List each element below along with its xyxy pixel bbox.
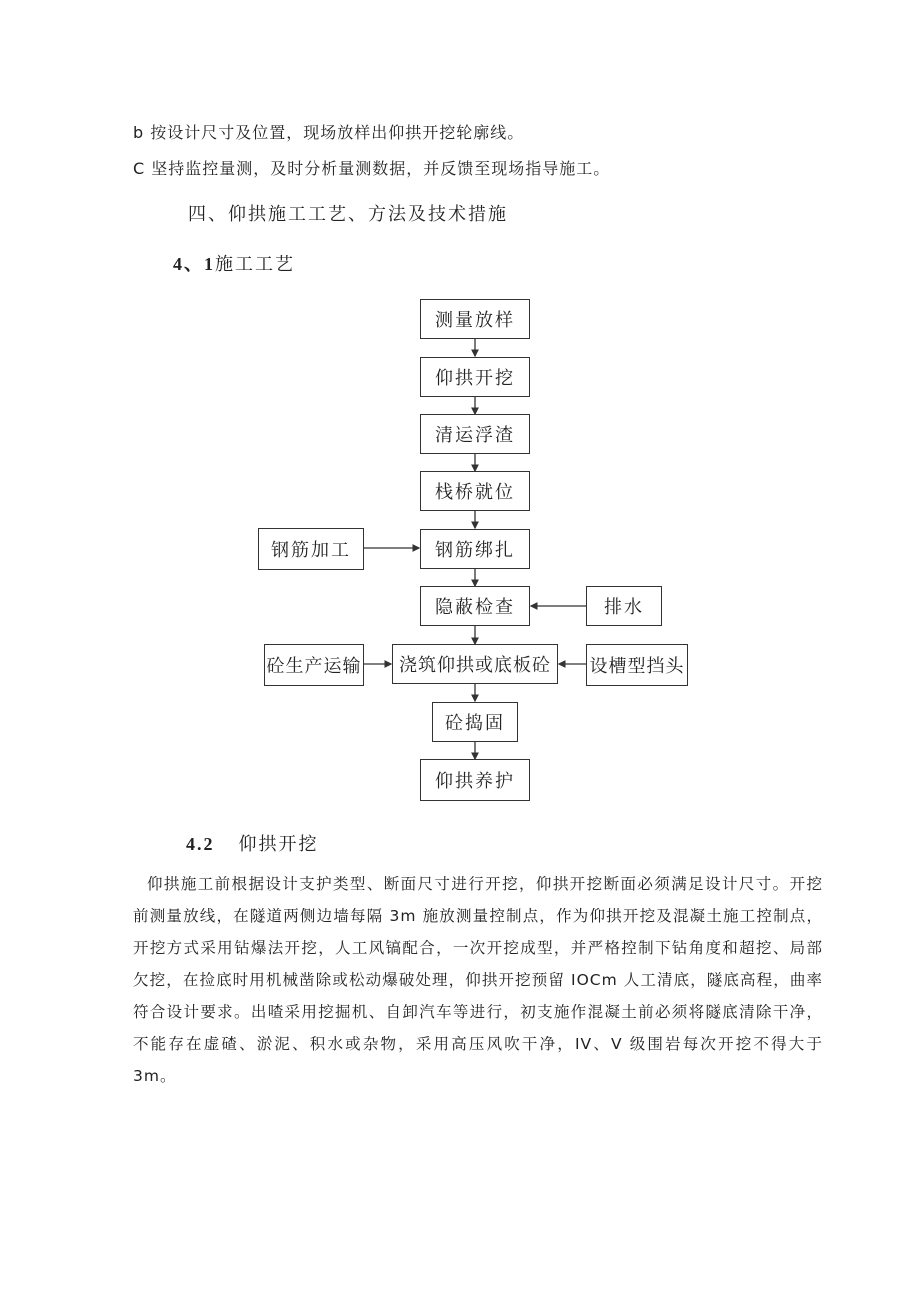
- flow-step-pour: 浇筑仰拱或底板砼: [392, 644, 558, 684]
- flow-step-survey: 测量放样: [420, 299, 530, 339]
- section-4-1-heading: [173, 250, 295, 276]
- flow-side-concrete-transport: 砼生产运输: [264, 644, 364, 686]
- intro-line-c: C 坚持监控量测，及时分析量测数据，并反馈至现场指导施工。: [133, 159, 611, 178]
- section-4-2-paragraph: 仰拱施工前根据设计支护类型、断面尺寸进行开挖，仰拱开挖断面必须满足设计尺寸。开挖前测量放线，在隧道两侧边墙每隔 3m 施放测量控制点，作为仰拱开挖及混凝土施工控制点，开挖方式采用钻爆法开挖，人工风镐配合，一次开挖成型，并严格控制下钻角度和超挖、局部欠挖，在捡底时用机械凿除或松动爆破处理，仰拱开挖预留 IOCm 人工清底，隧底高程，曲率符合设计要求。出喳采用挖掘机、自卸汽车等进行，初支施作混凝土前必须将隧底清除干净，不能存在虚碴、淤泥、积水或杂物，采用高压风吹干净，IV、V 级围岩每次开挖不得大于 3m。: [133, 875, 823, 1085]
- section-4-1-number: 4、1: [173, 254, 215, 274]
- flow-step-trestle: 栈桥就位: [420, 471, 530, 511]
- section-4-title: 四、仰拱施工工艺、方法及技术措施: [188, 204, 508, 225]
- flow-side-formwork-end: 设槽型挡头: [586, 644, 688, 686]
- flow-side-drainage: 排水: [586, 586, 662, 626]
- flow-step-vibrate: 砼捣固: [432, 702, 518, 742]
- intro-line-b: b 按设计尺寸及位置，现场放样出仰拱开挖轮廓线。: [133, 123, 525, 142]
- flow-step-cure: 仰拱养护: [420, 759, 530, 801]
- section-4-2-heading: [186, 830, 319, 856]
- flow-step-excavate: 仰拱开挖: [420, 357, 530, 397]
- flow-step-inspection: 隐蔽检查: [420, 586, 530, 626]
- flow-side-rebar-processing: 钢筋加工: [258, 528, 364, 570]
- section-4-2-title: 仰拱开挖: [238, 834, 319, 855]
- section-4-1-title: 施工工艺: [215, 254, 295, 275]
- section-4-2-number: 4.2: [186, 834, 215, 854]
- flow-step-rebar-tie: 钢筋绑扎: [420, 529, 530, 569]
- flow-step-clear-slag: 清运浮渣: [420, 414, 530, 454]
